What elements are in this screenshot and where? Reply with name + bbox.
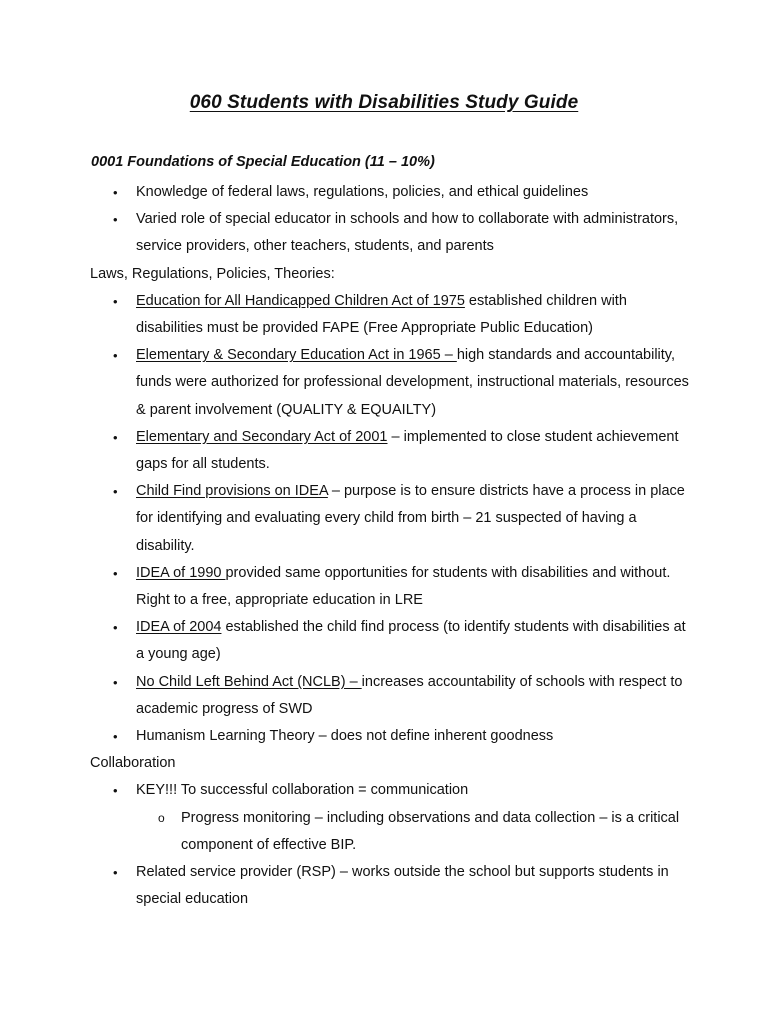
law-description: provided same opportunities for students with disabilities and without. Right to a free, appropriate education in LRE — [136, 564, 671, 609]
law-term: Elementary & Secondary Education Act in 1965 – — [136, 347, 457, 364]
list-item — [90, 179, 690, 206]
law-term: Elementary and Secondary Act of 2001 — [136, 428, 388, 445]
law-description: established children with disabilities must be provided FAPE (Free Appropriate Public Education) — [136, 292, 627, 337]
list-item — [90, 478, 690, 560]
law-description: Humanism Learning Theory – does not define inherent goodness — [136, 728, 554, 745]
bullet-text: KEY!!! To successful collaboration = communication — [136, 782, 469, 799]
collaboration-heading: Collaboration — [90, 755, 176, 772]
law-term: IDEA of 1990 — [136, 564, 226, 581]
law-term: IDEA of 2004 — [136, 619, 222, 636]
bullet-text: Varied role of special educator in schools and how to collaborate with administrators, service providers, other teachers, students, and parents — [136, 211, 679, 255]
bullet-icon: • — [113, 293, 118, 309]
page-title: 060 Students with Disabilities Study Guide — [189, 92, 579, 113]
collaboration-bullet-list-2 — [90, 859, 690, 913]
bullet-text: Knowledge of federal laws, regulations, policies, and ethical guidelines — [136, 184, 589, 200]
bullet-icon: • — [113, 674, 118, 690]
law-term: No Child Left Behind Act (NCLB) – — [136, 673, 362, 690]
law-description: increases accountability of schools with respect to academic progress of SWD — [136, 673, 683, 717]
law-term: Education for All Handicapped Children Act of 1975 — [136, 292, 465, 309]
sub-bullet-icon: o — [158, 810, 165, 825]
bullet-icon: • — [113, 185, 118, 200]
list-item — [90, 560, 690, 614]
bullet-icon: • — [113, 783, 118, 799]
intro-bullet-list — [90, 179, 690, 261]
bullet-icon: • — [113, 484, 118, 500]
list-item — [90, 669, 690, 723]
list-item — [90, 206, 690, 260]
list-item — [90, 723, 690, 750]
bullet-icon: • — [113, 429, 118, 445]
law-term: Child Find provisions on IDEA — [136, 483, 328, 500]
law-description: – implemented to close student achievement gaps for all students. — [136, 428, 679, 473]
law-description: – purpose is to ensure districts have a process in place for identifying and evaluating every child from birth – 21 suspected of having a disability. — [136, 483, 685, 554]
bullet-icon: • — [113, 565, 118, 581]
sub-bullet-text: Progress monitoring – including observations and data collection – is a critical component of effective BIP. — [181, 809, 680, 853]
list-item — [90, 342, 690, 424]
list-item — [90, 424, 690, 478]
bullet-icon: • — [113, 865, 118, 881]
collaboration-bullet-list — [90, 777, 690, 804]
document-body — [90, 179, 690, 913]
law-description: high standards and accountability, funds were authorized for professional development, instructional materials, resources & parent involvement (QUALITY & EQUAILTY) — [136, 347, 689, 418]
bullet-icon: • — [113, 729, 118, 745]
list-item — [90, 288, 690, 342]
list-item — [90, 614, 690, 668]
section-heading: 0001 Foundations of Special Education (11 – 10%) — [91, 154, 435, 170]
list-item — [90, 859, 690, 913]
list-item — [90, 777, 690, 804]
laws-heading: Laws, Regulations, Policies, Theories: — [90, 265, 335, 282]
bullet-icon: • — [113, 348, 118, 364]
law-description: established the child find process (to identify students with disabilities at a young age) — [136, 619, 686, 663]
bullet-icon: • — [113, 212, 118, 228]
list-item — [90, 805, 690, 859]
collaboration-sub-list — [90, 805, 690, 859]
bullet-text: Related service provider (RSP) – works outside the school but supports students in special education — [136, 864, 669, 908]
laws-bullet-list — [90, 288, 690, 750]
bullet-icon: • — [113, 620, 118, 636]
